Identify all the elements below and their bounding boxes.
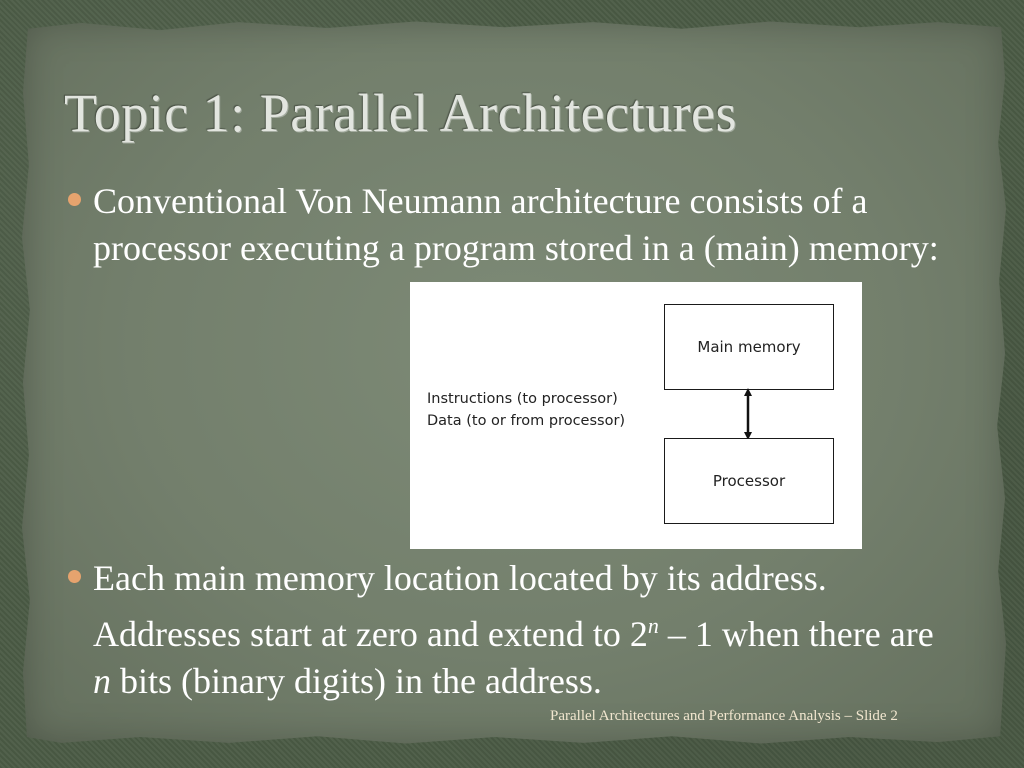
double-arrow-icon	[740, 388, 756, 440]
bullet-dot-icon	[68, 193, 81, 206]
main-memory-label: Main memory	[697, 338, 801, 356]
instructions-label: Instructions (to processor)	[427, 391, 618, 407]
main-memory-box	[664, 304, 834, 390]
exponent-n: n	[647, 613, 659, 638]
processor-box	[664, 438, 834, 524]
bullet-item-1	[68, 178, 958, 272]
italic-n: n	[93, 661, 111, 701]
processor-label: Processor	[712, 472, 786, 490]
bullet-2-text	[93, 555, 958, 705]
bullet-2-part1: Each main memory location located by its address. Addresses start at zero and extend to 2	[93, 558, 827, 654]
slide-title: Topic 1: Parallel Architectures	[64, 83, 737, 143]
bullet-dot-icon	[68, 570, 81, 583]
bullet-2-part3: bits (binary digits) in the address.	[111, 661, 602, 701]
bullet-1-text: Conventional Von Neumann architecture consists of a processor executing a program stored in a (main) memory:	[93, 181, 939, 268]
bullet-2-part2: – 1 when there are	[658, 614, 934, 654]
bullet-item-2	[68, 555, 958, 705]
von-neumann-diagram	[410, 282, 862, 549]
slide-footer: Parallel Architectures and Performance Analysis – Slide 2	[550, 708, 898, 724]
data-label: Data (to or from processor)	[427, 413, 626, 429]
